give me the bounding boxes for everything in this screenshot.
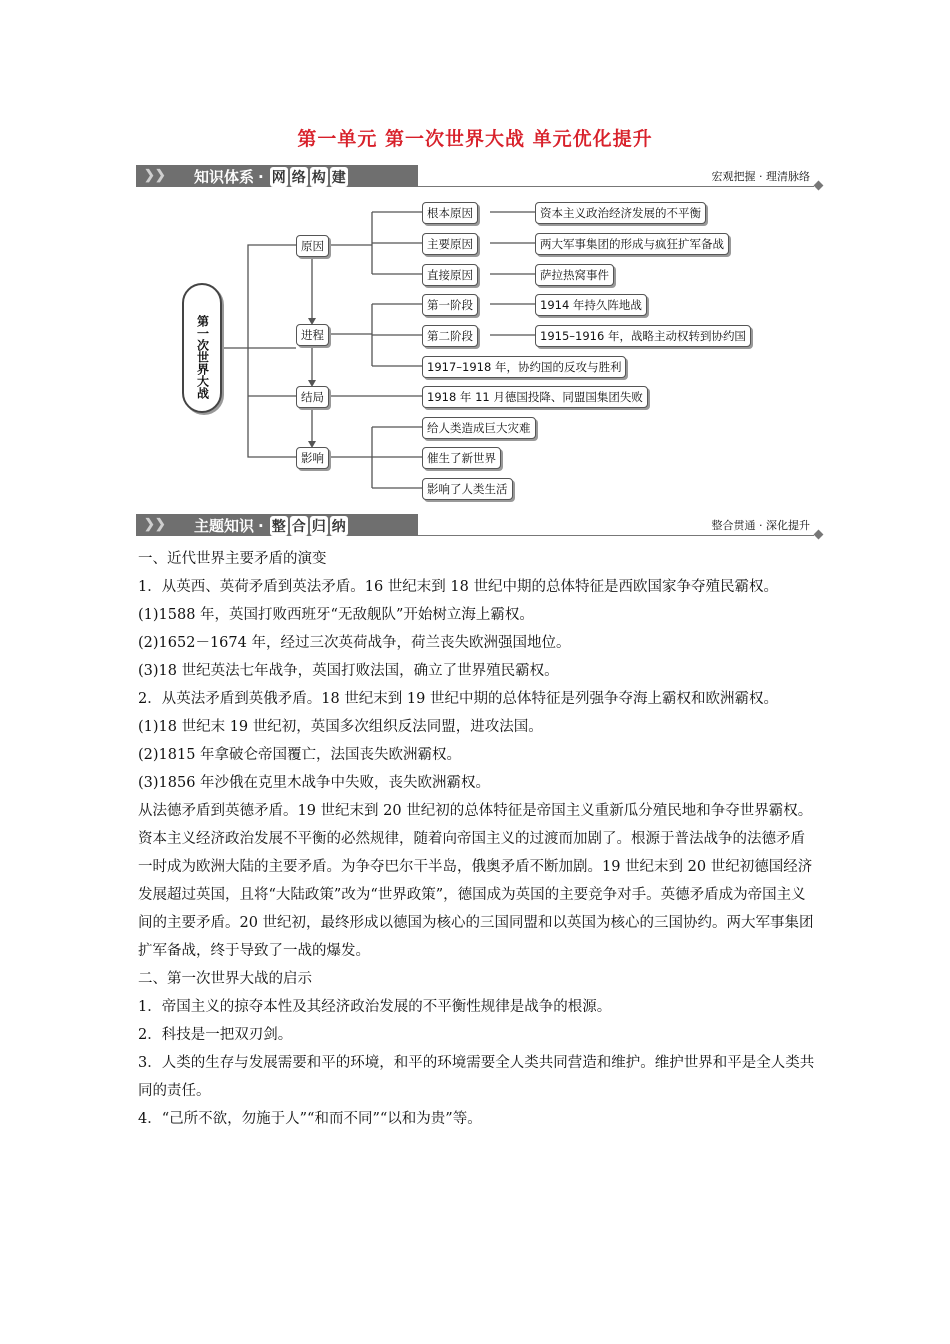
node-direct-cause: 直接原因 <box>422 264 478 286</box>
banner-box-char: 整 <box>270 516 288 536</box>
paragraph: 2．从英法矛盾到英俄矛盾。18 世纪末到 19 世纪中期的总体特征是列强争夺海上霸权和欧洲霸权。 <box>138 691 778 707</box>
node-stage-1-detail: 1914 年持久阵地战 <box>535 294 647 316</box>
node-impact-2: 催生了新世界 <box>422 447 501 469</box>
banner-label: 知识体系 <box>194 168 255 186</box>
paragraph: (3)18 世纪英法七年战争，英国打败法国，确立了世界殖民霸权。 <box>138 663 559 679</box>
node-direct-cause-detail: 萨拉热窝事件 <box>535 264 614 286</box>
chevron-right-icon: ❯❯ <box>144 517 166 532</box>
paragraph: 4．“己所不欲，勿施于人”“和而不同”“以和为贵”等。 <box>138 1111 482 1127</box>
banner-box-char: 归 <box>310 516 328 536</box>
paragraph: 从法德矛盾到英德矛盾。19 世纪末到 20 世纪初的总体特征是帝国主义重新瓜分殖民地和争夺世界霸权。资本主义经济政治发展不平衡的必然规律，随着向帝国主义的过渡而加剧了。根源于普法战争的法德矛盾一时成为欧洲大陆的主要矛盾。为争夺巴尔干半岛，俄奥矛盾不断加剧。19 世纪末到 20 世纪初德国经济发展超过英国，且将“大陆政策”改为“世界政策”，德国成为英国的主要竞争对手。英德矛盾成为帝国主义间的主要矛盾。20 世纪初，最终形成以德国为核心的三国同盟和以英国为核心的三国协约。两大军事集团扩军备战，终于导致了一战的爆发。 <box>138 803 814 959</box>
banner-box-char: 网 <box>270 167 288 187</box>
node-stage-1: 第一阶段 <box>422 294 478 316</box>
banner-subtitle: 整合贯通 · 深化提升 <box>711 519 810 532</box>
node-impact: 影响 <box>296 447 329 469</box>
section-heading: 一、近代世界主要矛盾的演变 <box>138 551 327 567</box>
banner-box-char: 构 <box>310 167 328 187</box>
node-stage-2-detail: 1915–1916 年，战略主动权转到协约国 <box>535 325 751 347</box>
banner-subtitle: 宏观把握 · 理清脉络 <box>711 170 810 183</box>
node-main-cause-detail: 两大军事集团的形成与疯狂扩军备战 <box>535 233 729 255</box>
section-banner-theme-knowledge: ❯❯ 主题知识 · 整 合 归 纳 整合贯通 · 深化提升 <box>136 514 822 536</box>
node-root-cause: 根本原因 <box>422 202 478 224</box>
diagram-root: 第一次世界大战 <box>182 283 222 413</box>
node-root-cause-detail: 资本主义政治经济发展的不平衡 <box>535 202 706 224</box>
paragraph: (2)1652－1674 年，经过三次英荷战争，荷兰丧失欧洲强国地位。 <box>138 635 571 651</box>
node-process: 进程 <box>296 324 329 346</box>
node-stage-2: 第二阶段 <box>422 325 478 347</box>
banner-box-char: 络 <box>290 167 308 187</box>
node-impact-3: 影响了人类生活 <box>422 478 513 500</box>
node-cause: 原因 <box>296 235 329 257</box>
node-stage-3: 1917–1918 年，协约国的反攻与胜利 <box>422 356 626 378</box>
node-main-cause: 主要原因 <box>422 233 478 255</box>
chevron-right-icon: ❯❯ <box>144 168 166 183</box>
body-text <box>138 545 818 1133</box>
section-heading: 二、第一次世界大战的启示 <box>138 971 312 987</box>
section-banner-knowledge-system: ❯❯ 知识体系 · 网 络 构 建 宏观把握 · 理清脉络 <box>136 165 822 187</box>
paragraph: (3)1856 年沙俄在克里木战争中失败，丧失欧洲霸权。 <box>138 775 491 791</box>
paragraph: (1)18 世纪末 19 世纪初，英国多次组织反法同盟，进攻法国。 <box>138 719 543 735</box>
banner-box-char: 合 <box>290 516 308 536</box>
node-result-detail: 1918 年 11 月德国投降、同盟国集团失败 <box>422 386 648 408</box>
banner-label: 主题知识 <box>194 517 255 535</box>
paragraph: 2．科技是一把双刃剑。 <box>138 1027 293 1043</box>
paragraph: 1．从英西、英荷矛盾到英法矛盾。16 世纪末到 18 世纪中期的总体特征是西欧国家争夺殖民霸权。 <box>138 579 778 595</box>
diamond-icon <box>814 530 824 540</box>
paragraph: 1．帝国主义的掠夺本性及其经济政治发展的不平衡性规律是战争的根源。 <box>138 999 612 1015</box>
node-impact-1: 给人类造成巨大灾难 <box>422 417 536 439</box>
paragraph: 3．人类的生存与发展需要和平的环境，和平的环境需要全人类共同营造和维护。维护世界和平是全人类共同的责任。 <box>138 1055 815 1099</box>
banner-rule <box>418 535 814 536</box>
paragraph: (2)1815 年拿破仑帝国覆亡，法国丧失欧洲霸权。 <box>138 747 462 763</box>
node-result: 结局 <box>296 386 329 408</box>
diagram-connectors <box>0 0 950 520</box>
banner-box-char: 纳 <box>330 516 348 536</box>
paragraph: (1)1588 年，英国打败西班牙“无敌舰队”开始树立海上霸权。 <box>138 607 534 623</box>
page-title: 第一单元 第一次世界大战 单元优化提升 <box>297 128 653 150</box>
banner-box-char: 建 <box>330 167 348 187</box>
